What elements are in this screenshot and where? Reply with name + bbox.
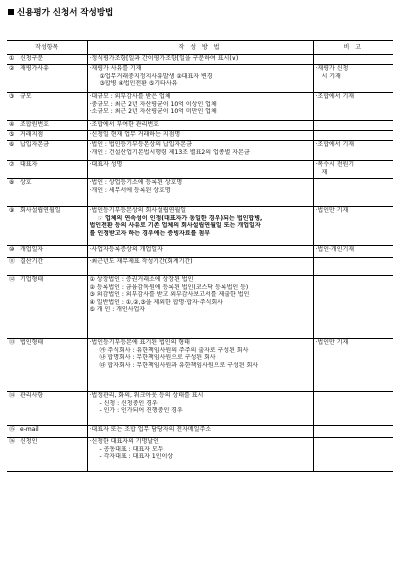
method-line: ② 등록법인 : 금융감독원에 등록된 법인(코스닥 등록법인 등) [89, 283, 249, 291]
note-cell [313, 179, 393, 207]
note-line: ·복수시 전원기 [315, 161, 355, 168]
table-row [7, 246, 393, 258]
method-line: ·정식평가조항[일과 간이평가조항[일을 구분하여 표시(∨) [89, 55, 239, 62]
method-cell [87, 55, 313, 65]
item-cell [7, 179, 87, 207]
item-number: ⑮ [9, 426, 16, 433]
document-title: 신용평가 신청서 작성방법 [8, 8, 113, 19]
method-line: ·대규모 : 외부감사를 받은 업체 [89, 93, 171, 100]
item-label: e-mail [20, 426, 39, 433]
method-line: - 신청 : 신청중인 경우 [99, 399, 158, 407]
item-number: ⑥ [9, 141, 15, 148]
table-row [7, 179, 393, 207]
item-cell [7, 426, 87, 438]
note-cell [313, 276, 393, 339]
item-number: ⑩ [9, 246, 15, 253]
note-cell [313, 161, 393, 179]
note-line: 시 기재 [321, 72, 341, 80]
item-cell [7, 141, 87, 161]
item-label: 회사설립연월일 [20, 207, 61, 214]
table-row [7, 161, 393, 179]
note-cell [313, 426, 393, 438]
item-label: 개업일자 [20, 246, 44, 253]
method-cell [87, 438, 313, 472]
note-line: ·조합에서 기재 [315, 93, 355, 100]
item-number: ⑨ [9, 207, 15, 214]
method-line: ·신청한 대표자의 기명날인 [89, 438, 159, 445]
method-line: ㉰ 합자회사 : 무한책임사원과 유한책임사원으로 구성된 회사 [99, 361, 259, 369]
method-line: - 각자대표 : 대표자 1인이상 [99, 453, 174, 460]
method-line: ①업무거래중지정지사유발생 ②대표자 변경 [99, 72, 213, 80]
table-row [7, 392, 393, 426]
header-method: 작 성 방 법 [87, 41, 313, 55]
method-line: ·대표자 성명 [89, 161, 123, 168]
method-cell [87, 258, 313, 276]
note-cell [313, 392, 393, 426]
item-label: 상호 [20, 179, 32, 186]
method-line: ·법인 : 법인등기부등본상의 납입자본금 [89, 141, 192, 148]
item-cell [7, 161, 87, 179]
item-number: ③ [9, 93, 15, 100]
method-line: ·사업자등록증상의 개업일자 [89, 246, 163, 253]
method-line: ·대표자 또는 조합 업무 담당자의 전자메일주소 [89, 426, 212, 433]
method-cell [87, 93, 313, 121]
item-label: 법인형태 [20, 339, 44, 346]
method-cell [87, 246, 313, 258]
item-number: ⑧ [9, 179, 15, 186]
method-cell [87, 207, 313, 246]
method-cell [87, 131, 313, 141]
method-cell [87, 179, 313, 207]
table-row [7, 339, 393, 392]
item-number: ⑪ [9, 258, 16, 265]
method-line: - 인가 : 인가되어 진행중인 경우 [99, 407, 183, 414]
note-cell [313, 65, 393, 93]
note-cell [313, 207, 393, 246]
item-cell [7, 207, 87, 246]
item-cell [7, 392, 87, 426]
method-cell [87, 141, 313, 161]
method-line: ·법인등기부등본에 표기된 법인의 형태 [89, 339, 190, 346]
item-label: 거래지점 [20, 131, 44, 138]
table-header-row [7, 41, 393, 55]
method-cell [87, 65, 313, 93]
item-label: 기업형태 [20, 276, 44, 283]
item-label: 결산기간 [20, 258, 44, 265]
note-cell [313, 339, 393, 392]
table-row [7, 426, 393, 438]
note-cell [313, 246, 393, 258]
method-cell [87, 121, 313, 131]
item-label: 관리사항 [20, 392, 44, 399]
note-line: ·법인만 기재 [315, 207, 349, 214]
note-cell [313, 93, 393, 121]
item-cell [7, 438, 87, 472]
table-row [7, 93, 393, 121]
item-label: 조합원번호 [20, 121, 49, 128]
item-label: 납입자본금 [20, 141, 49, 148]
method-line: ⑤ 개 인 : 개인사업자 [89, 306, 146, 313]
item-label: 신청인 [20, 438, 38, 445]
note-cell [313, 141, 393, 161]
item-number: ⑫ [9, 276, 16, 283]
method-cell [87, 392, 313, 426]
method-line: ·최근년도 재무제표 작성기간(회계기간) [89, 258, 193, 265]
table-row [7, 438, 393, 472]
item-number: ⑬ [9, 339, 16, 346]
item-cell [7, 258, 87, 276]
item-cell [7, 93, 87, 121]
method-line: ·중규모 : 최근 2년 자산평균이 10억 이상인 업체 [89, 100, 217, 108]
item-cell [7, 65, 87, 93]
method-line: ㉮ 주식회사 : 유한책임사원의 주주의 출자로 구성된 회사 [99, 346, 249, 354]
table-row [7, 65, 393, 93]
method-line: ·소규모 : 최근 2년 자산평균이 10억 미만인 업체 [89, 108, 217, 115]
item-cell [7, 121, 87, 131]
note-line: ·법인만 기재 [315, 339, 349, 346]
item-cell [7, 339, 87, 392]
method-note-line: 를 인정받고자 하는 경우에는 증빙자료를 첨부 [89, 229, 211, 237]
table-row [7, 131, 393, 141]
method-cell [87, 276, 313, 339]
item-number: ② [9, 65, 15, 72]
item-label: 규모 [20, 93, 32, 100]
item-number: ⑭ [9, 392, 16, 399]
item-label: 대표자 [20, 161, 38, 168]
instructions-table [7, 40, 393, 472]
note-cell [313, 438, 393, 472]
method-note-line: ☞ 업체의 연속성이 인정(대표자가 동일한 경우)되는 법인합병, [97, 214, 263, 222]
method-cell [87, 161, 313, 179]
note-line: ·재평가 신청 [315, 65, 349, 72]
method-line: ·개인 : 건설산업기본법시행령 제13조 별표2의 업종별 자본금 [89, 148, 250, 156]
method-line: ③합병 ④법인전환 ⑤기타사유 [99, 80, 178, 87]
method-line: ·조합에서 부여한 관리번호 [89, 121, 159, 128]
item-label: 신청구분 [20, 55, 44, 62]
note-cell [313, 55, 393, 65]
note-line: 재 [321, 168, 328, 176]
item-cell [7, 246, 87, 258]
note-cell [313, 121, 393, 131]
note-line: ·조합에서 기재 [315, 141, 355, 148]
note-cell [313, 131, 393, 141]
method-line: ·법인등기부등본상의 회사설립연월일 [89, 207, 187, 214]
item-label: 재평가사유 [20, 65, 49, 72]
item-number: ⑯ [9, 438, 16, 445]
method-line: ·법인 : 상업등기소에 등록된 상호명 [89, 179, 183, 186]
table-row [7, 55, 393, 65]
item-number: ⑤ [9, 131, 15, 138]
item-number: ④ [9, 121, 15, 128]
table-row [7, 207, 393, 246]
method-line: ·재평가 사유를 기재 [89, 65, 142, 72]
method-cell [87, 426, 313, 438]
header-note: 비 고 [313, 41, 393, 55]
note-line: ·법인·개인기재 [315, 246, 355, 253]
method-line: ③ 외감법인 : 외부감사를 받고 외부감사보고서를 제출한 법인 [89, 291, 250, 298]
table-row [7, 258, 393, 276]
item-cell [7, 131, 87, 141]
item-cell [7, 55, 87, 65]
method-note-line: 법인전환 등의 사유로 기존 업체의 회사설립연월일 또는 개업일자 [89, 222, 261, 229]
method-line: - 공동대표 : 대표자 모두 [99, 445, 164, 453]
method-line: ④ 일반법인 : ①,②,③을 제외한 합명·합자·주식회사 [89, 298, 223, 306]
item-number: ① [9, 55, 15, 62]
table-row [7, 276, 393, 339]
method-cell [87, 339, 313, 392]
table-row [7, 121, 393, 131]
table-row [7, 141, 393, 161]
square-bullet-icon [8, 9, 14, 15]
method-line: ·개인 : 세무서에 등록된 상호명 [89, 186, 171, 194]
method-line: ① 상장법인 : 증권거래소에 상장된 법인 [89, 276, 194, 283]
item-cell [7, 276, 87, 339]
method-line: ·법정관리, 화의, 워크아웃 등의 상태를 표시 [89, 392, 204, 399]
item-number: ⑦ [9, 161, 15, 168]
method-line: ·신청일 현재 업무 거래하는 지점명 [89, 131, 181, 138]
header-item: 작성항목 [7, 41, 87, 55]
method-line: ㉯ 합명회사 : 무한책임사원으로 구성된 회사 [99, 354, 216, 361]
note-cell [313, 258, 393, 276]
